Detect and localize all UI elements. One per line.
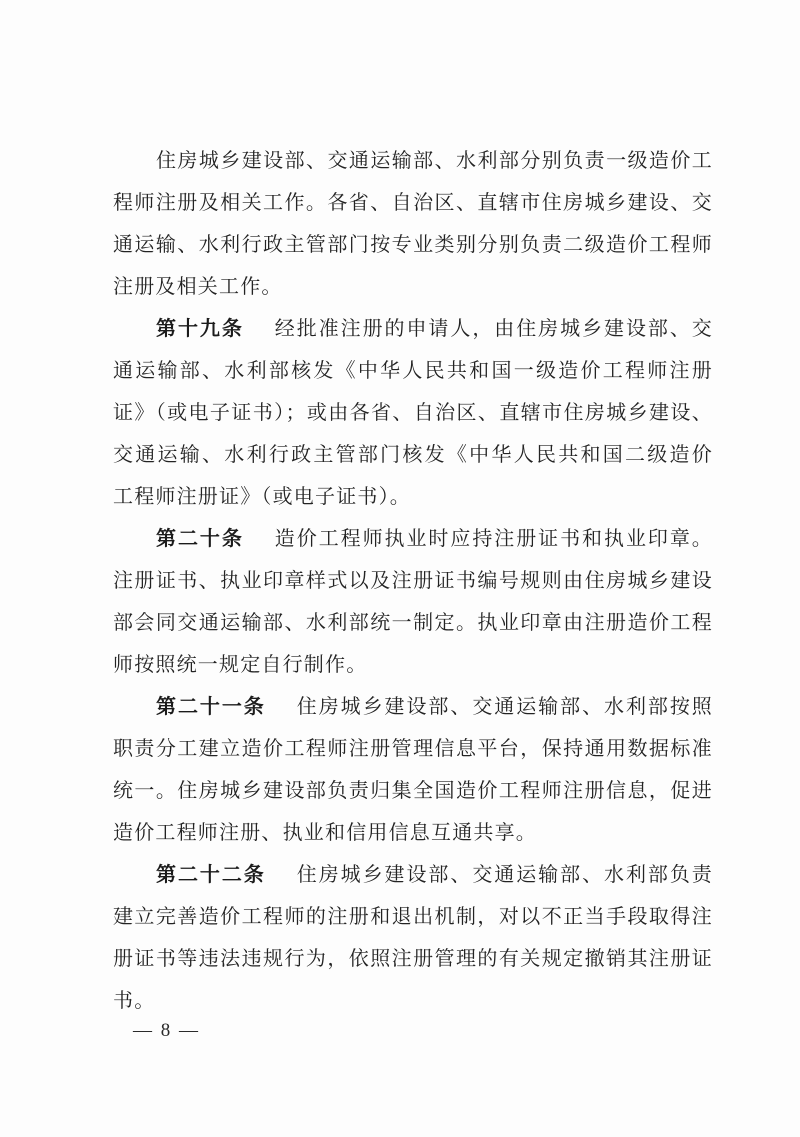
document-text-block bbox=[113, 140, 713, 1022]
text-line: 统一。住房城乡建设部负责归集全国造价工程师注册信息，促进 bbox=[113, 780, 713, 802]
article-number: 第二十二条 bbox=[156, 864, 266, 886]
article-number: 第十九条 bbox=[156, 318, 244, 340]
text-line bbox=[113, 308, 713, 350]
article-number: 第二十条 bbox=[156, 528, 244, 550]
text-line bbox=[113, 140, 713, 182]
text-line: 注册证书、执业印章样式以及注册证书编号规则由住房城乡建设 bbox=[113, 570, 713, 592]
text-line: 交通运输、水利行政主管部门核发《中华人民共和国二级造价 bbox=[113, 444, 713, 466]
text-line: 建立完善造价工程师的注册和退出机制，对以不正当手段取得注 bbox=[113, 906, 713, 928]
text-line: 证》（或电子证书）；或由各省、自治区、直辖市住房城乡建设、 bbox=[113, 402, 713, 424]
line-text: 住房城乡建设部、交通运输部、水利部负责 bbox=[296, 864, 714, 886]
text-line: 程师注册及相关工作。各省、自治区、直辖市住房城乡建设、交 bbox=[113, 192, 713, 214]
page-number: — 8 — bbox=[133, 1020, 200, 1041]
text-line: 册证书等违法违规行为，依照注册管理的有关规定撤销其注册证 bbox=[113, 948, 713, 970]
line-text: 住房城乡建设部、交通运输部、水利部分别负责一级造价工 bbox=[156, 150, 713, 172]
paragraph-article-21 bbox=[113, 686, 713, 854]
text-line bbox=[113, 686, 713, 728]
line-text: 经批准注册的申请人，由住房城乡建设部、交 bbox=[274, 318, 713, 340]
article-number: 第二十一条 bbox=[156, 696, 266, 718]
paragraph-article-20 bbox=[113, 518, 713, 686]
text-line: 职责分工建立造价工程师注册管理信息平台，保持通用数据标准 bbox=[113, 738, 713, 760]
text-line: 造价工程师注册、执业和信用信息互通共享。 bbox=[113, 822, 537, 844]
text-line: 通运输、水利行政主管部门按专业类别分别负责二级造价工程师 bbox=[113, 234, 713, 256]
line-text: 造价工程师执业时应持注册证书和执业印章。 bbox=[274, 528, 713, 550]
line-text: 住房城乡建设部、交通运输部、水利部按照 bbox=[296, 696, 714, 718]
text-line: 部会同交通运输部、水利部统一制定。执业印章由注册造价工程 bbox=[113, 612, 713, 634]
text-line bbox=[113, 854, 713, 896]
text-line: 书。 bbox=[113, 990, 156, 1012]
paragraph-article-19 bbox=[113, 308, 713, 518]
paragraph-article-22 bbox=[113, 854, 713, 1022]
text-line: 工程师注册证》（或电子证书）。 bbox=[113, 486, 411, 508]
text-line bbox=[113, 518, 713, 560]
paragraph bbox=[113, 140, 713, 308]
text-line: 师按照统一规定自行制作。 bbox=[113, 654, 368, 676]
text-line: 注册及相关工作。 bbox=[113, 276, 283, 298]
text-line: 通运输部、水利部核发《中华人民共和国一级造价工程师注册 bbox=[113, 360, 713, 382]
